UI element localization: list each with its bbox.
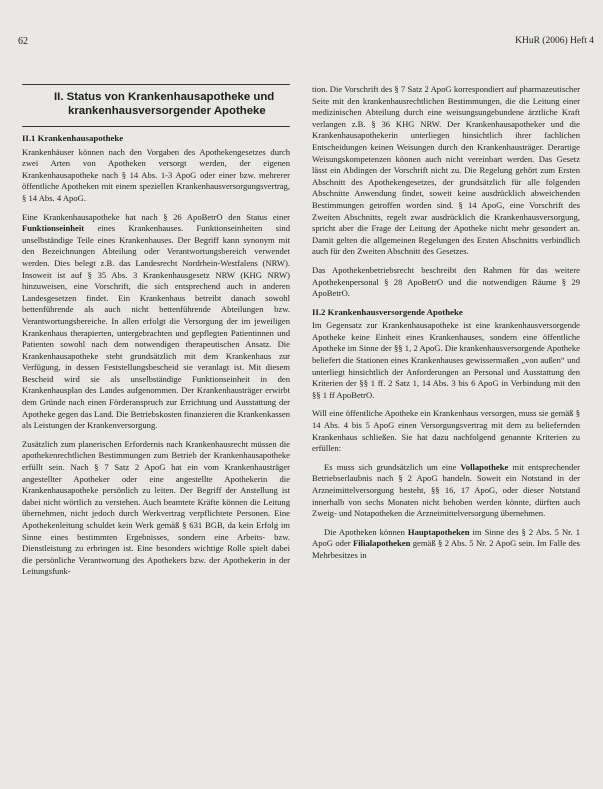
- paragraph: Krankenhäuser können nach den Vorgaben des Apothekengesetzes durch zwei Arten von Apotheken versorgt werden, der eigenen Krankenhausapotheke nach § 14 Abs. 1-3 ApoG oder einer bzw. mehrerer öffentliche Apotheken mit einem speziellen Krankenhausversorgungsvertrag, § 14 Abs. 4 ApoG.: [22, 146, 290, 203]
- subsection-heading-krankenhausversorgende-apotheke: II.2 Krankenhausversorgende Apotheke: [312, 306, 463, 317]
- bold-term: Funktionseinheit: [22, 223, 85, 234]
- bold-term: Hauptapotheken: [407, 526, 470, 537]
- section-rule-bottom: [22, 126, 290, 127]
- right-column: [312, 84, 580, 569]
- journal-reference: KHuR (2006) Heft 4: [515, 36, 594, 46]
- subsection-heading-krankenhausapotheke: II.1 Krankenhausapotheke: [22, 133, 124, 143]
- paragraph: Will eine öffentliche Apotheke ein Krankenhaus versorgen, muss sie gemäß § 14 Abs. 4 bis 5 ApoG einen Versorgungsvertrag mit dem zu beliefernden Krankenhaus schließen. Sie hat dazu nachfolgend genannte Kriterien zu erfüllen:: [312, 408, 580, 454]
- paragraph: Eine Krankenhausapotheke hat nach § 26 ApoBetrO den Status einer Funktionseinheit eines Krankenhauses. Funktionseinheiten sind unselbständige Teile eines Krankenhauses. Der Begriff kann synonym mit den Bezeichnungen Abteilung oder Verantwortungsbereich verwendet werden. Dies belegt z.B. das Landesrecht Nordrhein-Westfalens (NRW). Insoweit ist auf § 35 Abs. 3 Krankenhausgesetz NRW (KHG NRW) hinzuweisen, eine Vorschrift, die sich entsprechend auch in anderen Landesgesetzen findet. Ein Krankenhaus betreibt danach sowohl bettenführende als auch nicht bettenführende Abteilungen bzw. Verantwortungsbereiche. In allen erfolgt die Versorgung der im jeweiligen Krankenhaus therapierten, untergebrachten und gepflegten Patientinnen und Patienten sowohl nach dem notwendigen therapeutischen Ansatz. Die Krankenhausapotheke steht grundsätzlich mit dem Krankenhaus zur Verfügung, in dessen Feststellungsbescheid sie veranlagt ist. Mit diesem Bescheid wird sie als unselbständige Funktionseinheit in den Krankenhausplan des Landes aufgenommen. Der Krankenhausträger erwirbt dem Gründe nach einen Förderanspruch zur Errichtung und Ausstattung der Apotheke gegen das Land. Die Betriebskosten finanzieren die Krankenkassen als Leistungen der Krankenversorgung.: [22, 211, 290, 431]
- page-number: 62: [18, 36, 28, 47]
- bold-term: Filialapotheken: [353, 538, 411, 549]
- bold-term: Vollapotheke: [460, 461, 509, 472]
- section-rule-top: [22, 84, 290, 85]
- paragraph: Es muss sich grundsätzlich um eine Vollapotheke mit entsprechender Betriebserlaubnis nach § 2 ApoG handeln. Soweit ein Notstand in der Arzneimittelversorgung besteht, §§ 16, 17 ApoG, oder dieser Notstand innerhalb von sechs Monaten nicht behoben werden könnte, dürften auch Zweig- und Notapotheken die Arzneimittelversorgung übernehmen.: [312, 461, 580, 519]
- paragraph: Zusätzlich zum planerischen Erfordernis nach Krankenhausrecht müssen die apothekenrechtlichen Bestimmungen zum Betrieb der Krankenhausapotheke erfüllt sein. Nach § 7 Satz 2 ApoG hat ein vom Krankenhausträger angestellter Apotheker oder eine angestellte Apothekerin die Krankenhausapotheke persönlich zu leiten. Der Begriff der Anstellung ist dabei nicht wörtlich zu verstehen. Auch beamtete Kräfte können die Leitung übernehmen, nicht jedoch durch Werkvertrag verpflichtete Personen. Eine Apothekenleitung schuldet kein Werk gemäß § 631 BGB, da kein Erfolg im Sinne eines bestimmten Ergebnisses, sondern eine Arbeits- bzw. Dienstleistung zu erbringen ist. Eine besonders wichtige Rolle spielt dabei die persönliche Verantwortung des Apothekers bzw. der Apothekerin in der Leitungsfunk-: [22, 438, 290, 577]
- paragraph: Die Apotheken können Hauptapotheken im Sinne des § 2 Abs. 5 Nr. 1 ApoG oder Filialapotheken gemäß § 2 Abs. 5 Nr. 2 ApoG sein. Im Falle des Mehrbesitzes in: [312, 526, 581, 560]
- section-title: II. Status von Krankenhausapotheke und krankenhausversorgender Apotheke: [54, 91, 275, 117]
- paragraph: Im Gegensatz zur Krankenhausapotheke ist eine krankenhausversorgende Apotheke keine Einheit eines Krankenhauses, sondern eine öffentliche Apotheke im Sinne der §§ 1, 2 ApoG. Die krankenhausversorgende Apotheke beliefert die Stationen eines Krankenhauses gewissermaßen „von außen“ und unterliegt hinsichtlich der Anforderungen an Personal und Ausstattung den Kriterien der §§ 1 ff. 2 Satz 1, 14 Abs. 3 bis 6 ApoG in Verbindung mit den §§ 1 ff ApoBetrO.: [312, 320, 580, 400]
- left-column: [22, 84, 290, 585]
- paragraph: Das Apothekenbetriebsrecht beschreibt den Rahmen für das weitere Apothekenpersonal § 28 ApoBetrO und die notwendigen Räume § 29 ApoBetrO.: [312, 264, 580, 299]
- paragraph: tion. Die Vorschrift des § 7 Satz 2 ApoG korrespondiert auf pharmazeutischer Seite mit den krankenhausrechtlichen Bestimmungen, die die Leitung einer medizinischen Abteilung durch eine weisungsungebundene ärztliche Kraft verlangen z.B. § 36 KHG NRW. Der Krankenhausapotheker und die Krankenhausapothekerin unterliegen hinsichtlich ihrer fachlichen Entscheidungen keinen Weisungen durch den Krankenhausträger. Derartige Weisungskompetenzen können auch nicht vereinbart werden. Das Gesetz lässt ein Abdingen der Vorschrift nicht zu. Die Regelung gehört zum Ersten Abschnitt des Apothekengesetzes, der grundsätzlich für alle folgenden Abschnitte Anwendung findet, soweit keine ausdrücklich abweichenden Bestimmungen getroffen worden sind. § 14 ApoG, eine Vorschrift des Zweiten Abschnitts, regelt zwar ausdrücklich die Krankenhausversorgung, spricht aber die Frage der Leitung der Apotheke nicht mehr gesondert an. Damit gelten die allgemeinen Regelungen des Ersten Abschnitts verbindlich auch für den Zweiten Abschnitt des Gesetzes.: [312, 84, 580, 257]
